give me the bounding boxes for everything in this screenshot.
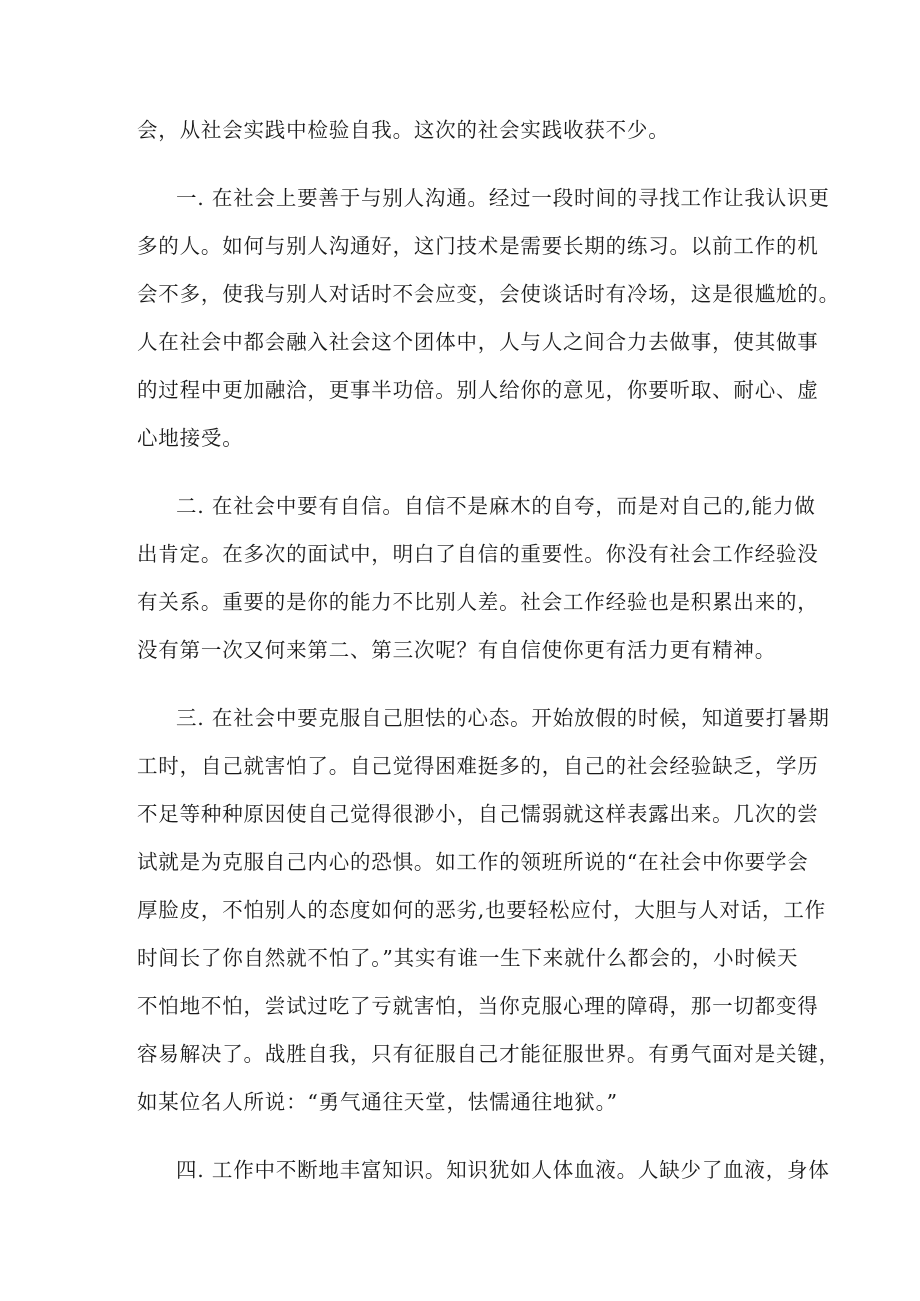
paragraph-point-1-line-2: 多的人。如何与别人沟通好，这门技术是需要长期的练习。以前工作的机 [137, 234, 819, 258]
paragraph-point-2-line-3: 有关系。重要的是你的能力不比别人差。社会工作经验也是积累出来的， [137, 590, 819, 614]
paragraph-point-2-line-1: 二. 在社会中要有自信。自信不是麻木的自夸，而是对自己的,能力做 [176, 494, 816, 518]
paragraph-point-4-line-1: 四. 工作中不断地丰富知识。知识犹如人体血液。人缺少了血液，身体 [176, 1158, 830, 1182]
paragraph-point-3-line-6: 时间长了你自然就不怕了。”其实有谁一生下来就什么都会的，小时候天 [137, 946, 799, 970]
paragraph-point-2-line-2: 出肯定。在多次的面试中，明白了自信的重要性。你没有社会工作经验没 [137, 542, 819, 566]
paragraph-point-3-line-9: 如某位名人所说：“勇气通往天堂，怯懦通往地狱。” [137, 1090, 618, 1114]
paragraph-point-2-line-4: 没有第一次又何来第二、第三次呢？有自信使你更有活力更有精神。 [137, 638, 776, 662]
paragraph-point-1-line-3: 会不多，使我与别人对话时不会应变，会使谈话时有冷场，这是很尴尬的。 [137, 282, 840, 306]
paragraph-point-3-line-4: 试就是为克服自己内心的恐惧。如工作的领班所说的“在社会中你要学会 [137, 850, 809, 874]
paragraph-point-1-line-1: 一. 在社会上要善于与别人沟通。经过一段时间的寻找工作让我认识更 [176, 186, 830, 210]
paragraph-point-3-line-8: 容易解决了。战胜自我，只有征服自己才能征服世界。有勇气面对是关键， [137, 1042, 840, 1066]
paragraph-intro-line-1: 会，从社会实践中检验自我。这次的社会实践收获不少。 [137, 118, 670, 142]
paragraph-point-1-line-4: 人在社会中都会融入社会这个团体中，人与人之间合力去做事，使其做事 [137, 330, 819, 354]
paragraph-point-1-line-5: 的过程中更加融洽，更事半功倍。别人给你的意见，你要听取、耐心、虚 [137, 378, 819, 402]
paragraph-point-3-line-3: 不足等种种原因使自己觉得很渺小，自己懦弱就这样表露出来。几次的尝 [137, 802, 819, 826]
paragraph-point-3-line-1: 三. 在社会中要克服自己胆怯的心态。开始放假的时候，知道要打暑期 [176, 706, 830, 730]
paragraph-point-1-line-6: 心地接受。 [137, 426, 244, 450]
paragraph-point-3-line-5: 厚脸皮，不怕别人的态度如何的恶劣,也要轻松应付，大胆与人对话，工作 [137, 898, 826, 922]
paragraph-point-3-line-7: 不怕地不怕，尝试过吃了亏就害怕，当你克服心理的障碍，那一切都变得 [137, 994, 819, 1018]
paragraph-point-3-line-2: 工时，自己就害怕了。自己觉得困难挺多的，自己的社会经验缺乏，学历 [137, 754, 819, 778]
